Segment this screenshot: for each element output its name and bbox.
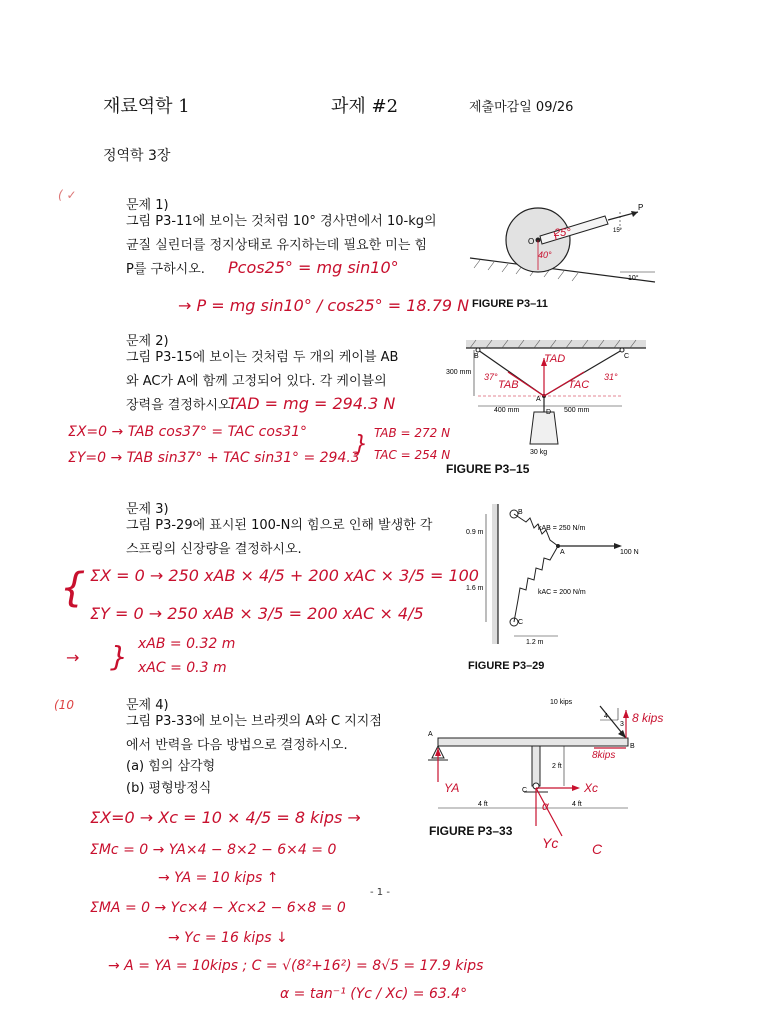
p2-result-tac: TAC = 254 N bbox=[374, 448, 451, 462]
p4-answer-line-2: ΣMc = 0 → YA×4 − 8×2 − 6×4 = 0 bbox=[90, 842, 337, 858]
fig2-label-c: C bbox=[624, 353, 630, 360]
fig1-label-p: P bbox=[638, 203, 644, 212]
p3-result-xab: xAB = 0.32 m bbox=[138, 636, 236, 652]
fig2-left-width: 400 mm bbox=[494, 407, 520, 414]
fig4-hw-xc: Xc bbox=[584, 781, 599, 795]
fig2-t-ab: TAB bbox=[498, 379, 519, 391]
fig4-height: 2 ft bbox=[552, 763, 562, 770]
fig1-angle-top: 15° bbox=[613, 228, 623, 234]
problem-1-text: 그림 P3-11에 보이는 것처럼 10° 경사면에서 10-kg의 균질 실린더를 정지상태로 유지하는데 필요한 미는 힘 P를 구하시오. bbox=[126, 214, 437, 277]
fig4-label-b: B bbox=[630, 743, 635, 750]
figure-caption-p3-11: FIGURE P3–11 bbox=[472, 298, 548, 310]
fig4-hw-8kips: 8 kips bbox=[632, 711, 664, 725]
fig3-k-ac: kAC = 200 N/m bbox=[538, 589, 586, 596]
p3-arrow: → bbox=[66, 648, 80, 667]
fig3-force: 100 N bbox=[620, 549, 639, 556]
problem-3-title: 문제 3) bbox=[126, 502, 169, 517]
problem-1-title: 문제 1) bbox=[126, 198, 169, 213]
page-header bbox=[0, 92, 768, 122]
p1-answer-line-2: → P = mg sin10° / cos25° = 18.79 N bbox=[178, 296, 470, 315]
course-title: 재료역학 1 bbox=[103, 96, 190, 117]
fig3-label-a: A bbox=[560, 549, 565, 556]
fig2-right-width: 500 mm bbox=[564, 407, 590, 414]
p2-answer-line-1: TAD = mg = 294.3 N bbox=[228, 394, 396, 413]
p4-answer-line-4: ΣMA = 0 → Yc×4 − Xc×2 − 6×8 = 0 bbox=[90, 900, 346, 916]
fig3-label-b: B bbox=[518, 509, 523, 516]
fig2-angle-right: 31° bbox=[604, 372, 618, 382]
fig1-angle-mid: 25° bbox=[554, 227, 571, 239]
figure-caption-p3-15: FIGURE P3–15 bbox=[446, 462, 530, 476]
margin-mark-4: (10 bbox=[54, 698, 74, 712]
p4-answer-line-1: ΣX=0 → Xc = 10 × 4/5 = 8 kips → bbox=[90, 808, 361, 827]
p1-answer-line-1: Pcos25° = mg sin10° bbox=[228, 258, 399, 277]
p3-brace: { bbox=[60, 565, 86, 611]
chapter-title: 정역학 3장 bbox=[103, 148, 171, 164]
p4-answer-line-5: → Yc = 16 kips ↓ bbox=[168, 930, 288, 946]
fig3-width: 1.2 m bbox=[526, 639, 544, 646]
due-date: 제출마감일 09/26 bbox=[469, 100, 574, 115]
page-number: - 1 - bbox=[370, 887, 390, 898]
p2-brace: } bbox=[354, 432, 368, 457]
fig3-label-c: C bbox=[518, 619, 524, 626]
problem-4-title: 문제 4) bbox=[126, 698, 169, 713]
fig1-label-o: O bbox=[528, 237, 535, 246]
figure-caption-p3-29: FIGURE P3–29 bbox=[468, 660, 545, 672]
fig4-hw-alpha: α bbox=[542, 799, 549, 813]
fig4-hw-c: C bbox=[592, 841, 603, 857]
fig2-label-b: B bbox=[474, 353, 479, 360]
p2-answer-line-2: ΣX=0 → TAB cos37° = TAC cos31° bbox=[68, 424, 308, 440]
fig2-mass: 30 kg bbox=[530, 449, 548, 456]
fig2-t-ac: TAC bbox=[568, 379, 590, 391]
figure-p3-29 bbox=[466, 500, 646, 650]
p4-answer-line-3: → YA = 10 kips ↑ bbox=[158, 870, 279, 886]
assignment-title: 과제 #2 bbox=[331, 96, 399, 117]
fig3-k-ab: kAB = 250 N/m bbox=[538, 525, 586, 532]
fig4-length-1: 4 ft bbox=[478, 801, 488, 808]
p2-result-tab: TAB = 272 N bbox=[374, 426, 451, 440]
fig1-incline-angle: 10° bbox=[628, 275, 639, 282]
fig4-length-2: 4 ft bbox=[572, 801, 582, 808]
fig4-load: 10 kips bbox=[550, 699, 573, 706]
problem-3-text: 그림 P3-29에 표시된 100-N의 힘으로 인해 발생한 각 스프링의 신장량을 결정하시오. bbox=[126, 518, 433, 557]
p4-answer-line-6: → A = YA = 10kips ; C = √(8²+16²) = 8√5 = 17.9 kips bbox=[108, 958, 484, 974]
fig4-ratio-3: 3 bbox=[620, 721, 624, 728]
figure-caption-p3-33: FIGURE P3–33 bbox=[429, 824, 513, 838]
fig4-hw-8kips-2: 8kips bbox=[592, 750, 616, 761]
figure-p3-15 bbox=[446, 336, 656, 462]
problem-2-title: 문제 2) bbox=[126, 334, 169, 349]
problem-4-text: 그림 P3-33에 보이는 브라켓의 A와 C 지지점 에서 반력을 다음 방법으로 결정하시오. bbox=[126, 714, 382, 753]
fig3-height-2: 1.6 m bbox=[466, 585, 484, 592]
problem-4-sub-a: (a) 힘의 삼각형 bbox=[126, 759, 216, 774]
fig4-ratio-4: 4 bbox=[604, 713, 608, 720]
fig2-height: 300 mm bbox=[446, 369, 472, 376]
p2-answer-line-3: ΣY=0 → TAB sin37° + TAC sin31° = 294.3 bbox=[68, 450, 360, 466]
fig2-t-ad: TAD bbox=[544, 353, 566, 365]
figure-p3-11 bbox=[470, 200, 660, 300]
fig4-label-c: C bbox=[522, 787, 528, 794]
fig3-height-1: 0.9 m bbox=[466, 529, 484, 536]
fig2-label-a: A bbox=[536, 396, 541, 403]
p3-answer-line-1: ΣX = 0 → 250 xAB × 4/5 + 200 xAC × 3/5 = 100 bbox=[90, 566, 479, 585]
fig4-label-a: A bbox=[428, 731, 433, 738]
p3-result-xac: xAC = 0.3 m bbox=[138, 660, 227, 676]
fig4-hw-ya: YA bbox=[444, 781, 460, 795]
fig4-hw-yc: Yc bbox=[542, 835, 559, 851]
p4-answer-line-7: α = tan⁻¹ (Yc / Xc) = 63.4° bbox=[280, 986, 468, 1002]
problem-2-text: 그림 P3-15에 보이는 것처럼 두 개의 케이블 AB 와 AC가 A에 함께 고정되어 있다. 각 케이블의 장력을 결정하시오. bbox=[126, 350, 399, 413]
fig2-angle-left: 37° bbox=[484, 372, 498, 382]
p3-answer-line-2: ΣY = 0 → 250 xAB × 3/5 = 200 xAC × 4/5 bbox=[90, 604, 424, 623]
margin-mark-1: ( ✓ bbox=[58, 188, 77, 202]
p3-brace-2: } bbox=[110, 640, 128, 673]
fig1-angle-low: 40° bbox=[538, 250, 552, 260]
problem-4-sub-b: (b) 평형방정식 bbox=[126, 781, 212, 796]
fig2-label-d: D bbox=[546, 409, 552, 416]
